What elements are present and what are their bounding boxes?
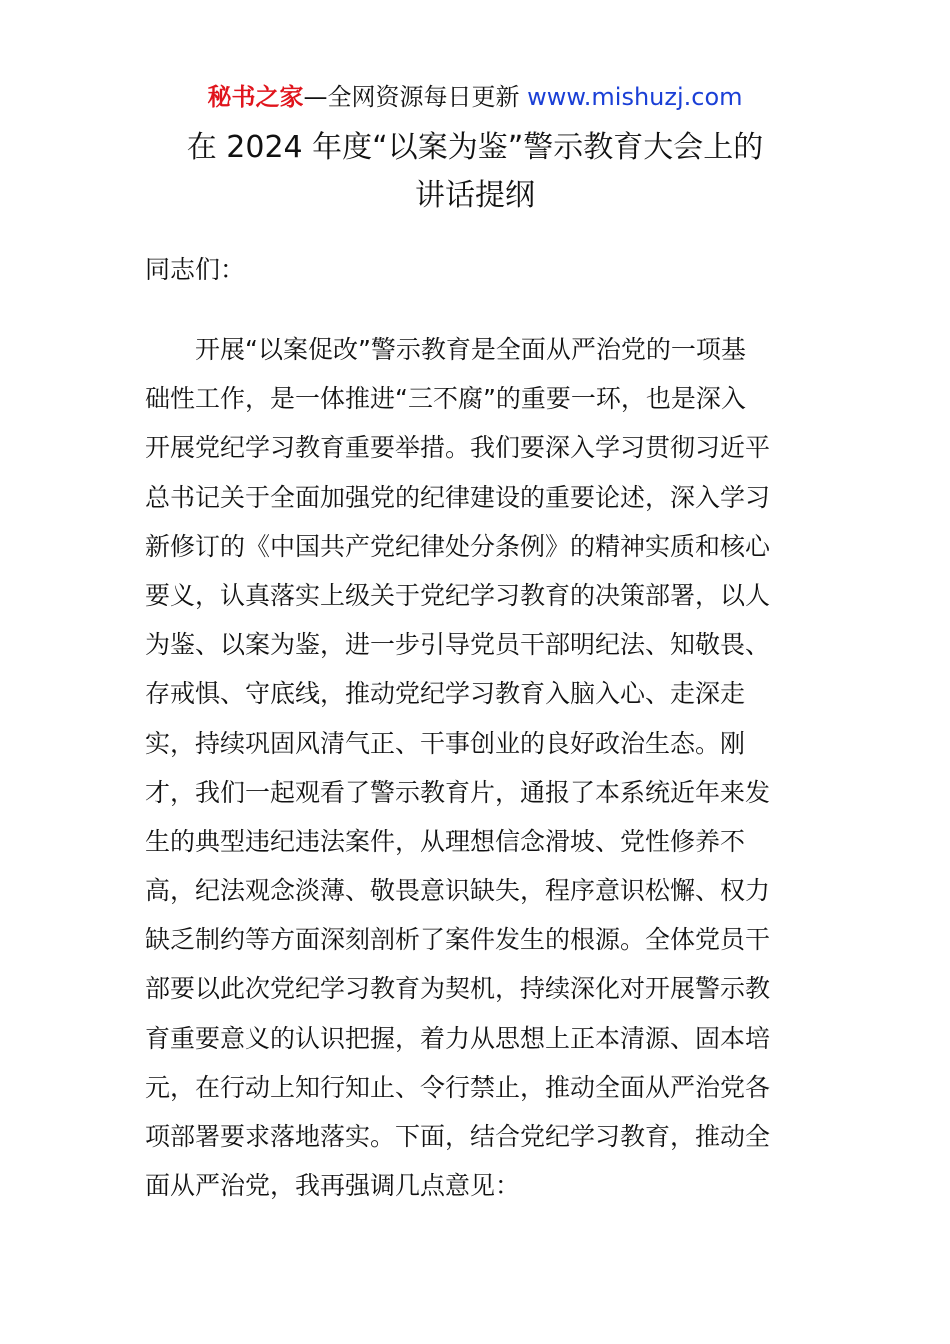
body-line: 新修订的《中国共产党纪律处分条例》的精神实质和核心 (145, 531, 771, 561)
body-line: 育重要意义的认识把握，着力从思想上正本清源、固本培 (145, 1023, 771, 1053)
body-line: 元，在行动上知行知止、令行禁止，推动全面从严治党各 (145, 1072, 771, 1102)
site-header (0, 80, 950, 114)
body-line: 开展党纪学习教育重要举措。我们要深入学习贯彻习近平 (145, 433, 771, 463)
document-title-line-2: 讲话提纲 (415, 178, 535, 213)
body-line: 项部署要求落地落实。下面，结合党纪学习教育，推动全 (145, 1122, 771, 1151)
body-line: 要义，认真落实上级关于党纪学习教育的决策部署，以人 (145, 580, 771, 610)
body-line: 部要以此次党纪学习教育为契机，持续深化对开展警示教 (145, 974, 771, 1004)
document-title-line-1: 在 2024 年度“以案为鉴”警示教育大会上的 (186, 130, 764, 165)
body-line: 实，持续巩固风清气正、干事创业的良好政治生态。刚 (145, 728, 746, 758)
body-line: 生的典型违纪违法案件，从理想信念滑坡、党性修养不 (145, 826, 746, 856)
site-brand: 秘书之家 (207, 83, 304, 111)
body-line: 缺乏制约等方面深刻剖析了案件发生的根源。全体党员干 (145, 925, 771, 955)
site-url-link[interactable]: www.mishuzj.com (527, 83, 743, 111)
body-line: 面从严治党，我再强调几点意见： (145, 1171, 521, 1201)
body-line: 存戒惧、守底线，推动党纪学习教育入脑入心、走深走 (145, 679, 746, 709)
body-line: 开展“以案促改”警示教育是全面从严治党的一项基 (195, 335, 746, 364)
salutation: 同志们： (145, 255, 246, 284)
site-tagline: —全网资源每日更新 (303, 83, 528, 111)
body-line: 础性工作，是一体推进“三不腐”的重要一环，也是深入 (145, 384, 746, 414)
body-line: 为鉴、以案为鉴，进一步引导党员干部明纪法、知敬畏、 (145, 630, 771, 660)
body-line: 总书记关于全面加强党的纪律建设的重要论述，深入学习 (145, 482, 771, 512)
body-line: 才，我们一起观看了警示教育片，通报了本系统近年来发 (145, 777, 771, 807)
body-paragraph (145, 325, 810, 1210)
body-line: 高，纪法观念淡薄、敬畏意识缺失，程序意识松懈、权力 (145, 876, 771, 906)
